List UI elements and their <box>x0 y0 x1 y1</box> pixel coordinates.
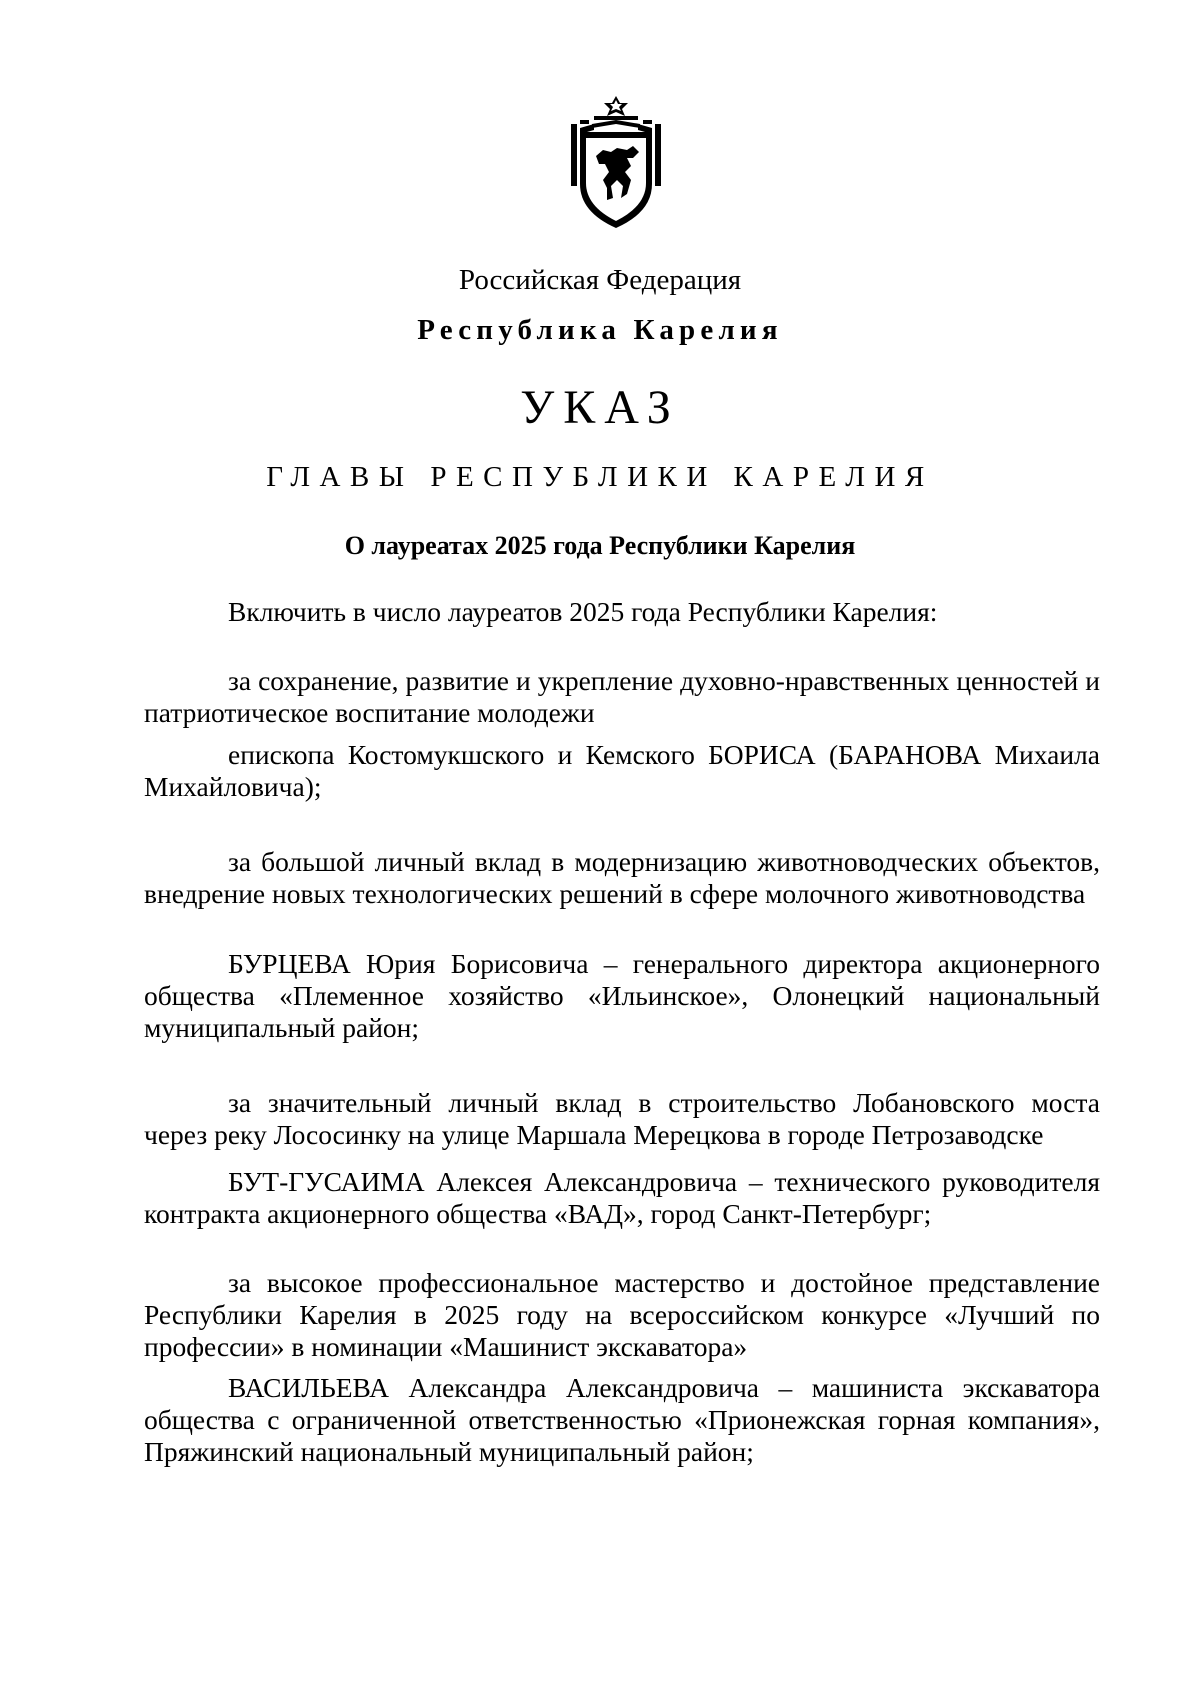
document-type: УКАЗ <box>520 381 680 434</box>
award-basis-2: за большой личный вклад в модернизацию животноводческих объектов, внедрение новых технологических решений в сфере молочного животноводства <box>144 846 1100 909</box>
award-nominee-4: ВАСИЛЬЕВА Александра Александровича – машиниста экскаватора общества с ограниченной ответственностью «Прионежская горная компания», Пряжинский национальный муниципальный район; <box>144 1372 1100 1467</box>
award-basis-4: за высокое профессиональное мастерство и достойное представление Республики Карелия в 2025 году на всероссийском конкурсе «Лучший по профессии» в номинации «Машинист экскаватора» <box>144 1267 1100 1362</box>
issuer-title: ГЛАВЫ РЕСПУБЛИКИ КАРЕЛИЯ <box>266 461 934 493</box>
award-nominee-2: БУРЦЕВА Юрия Борисовича – генерального директора акционерного общества «Племенное хозяйство «Ильинское», Олонецкий национальный муниципальный район; <box>144 948 1100 1043</box>
republic-name: Республика Карелия <box>417 314 783 346</box>
award-nominee-3: БУТ-ГУСАИМА Алексея Александровича – технического руководителя контракта акционерного общества «ВАД», город Санкт-Петербург; <box>144 1166 1100 1229</box>
coat-of-arms-icon <box>567 94 665 230</box>
country-name: Российская Федерация <box>458 264 742 296</box>
decree-subject: О лауреатах 2025 года Республики Карелия <box>344 531 856 560</box>
award-nominee-1: епископа Костомукшского и Кемского БОРИСА (БАРАНОВА Михаила Михайловича); <box>144 739 1100 802</box>
lead-paragraph: Включить в число лауреатов 2025 года Республики Карелия: <box>228 596 938 627</box>
award-basis-1: за сохранение, развитие и укрепление духовно-нравственных ценностей и патриотическое воспитание молодежи <box>144 665 1100 728</box>
award-basis-3: за значительный личный вклад в строительство Лобановского моста через реку Лососинку на улице Маршала Мерецкова в городе Петрозаводске <box>144 1087 1100 1150</box>
